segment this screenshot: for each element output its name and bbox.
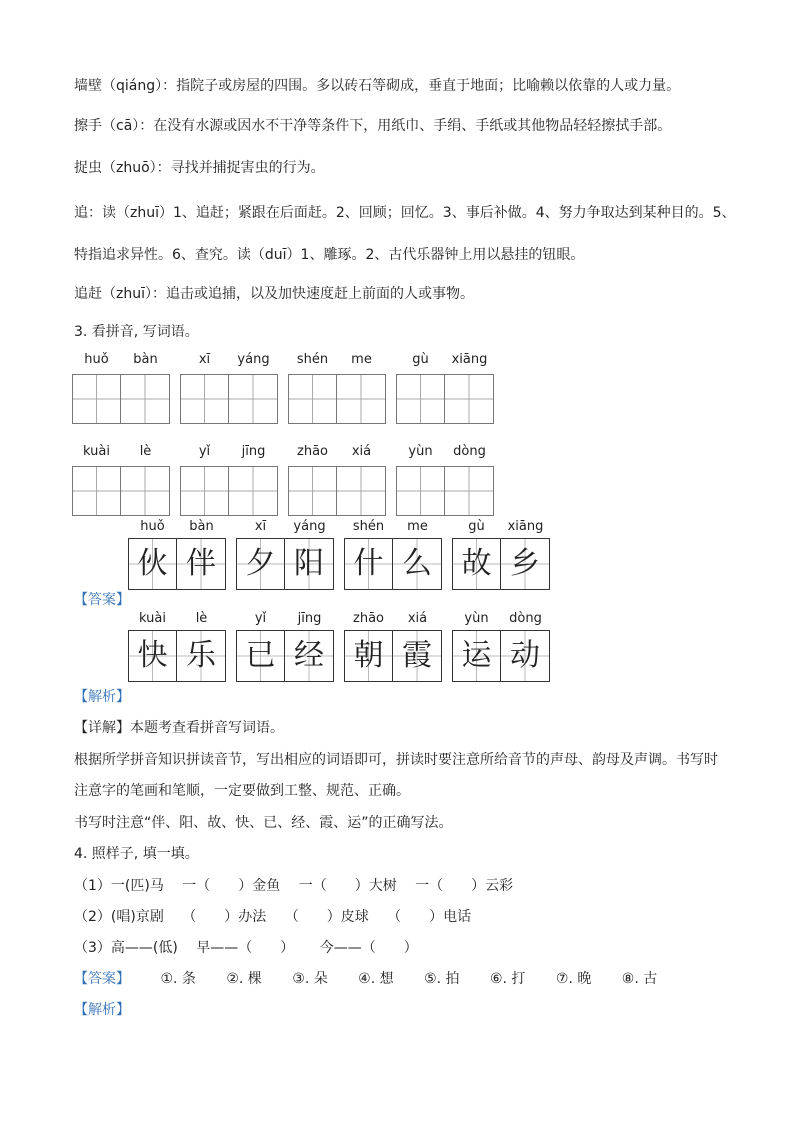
- answer-item: ⑧. 古: [621, 971, 658, 987]
- writing-cell[interactable]: [121, 466, 170, 516]
- pinyin-label: xī: [198, 352, 211, 367]
- pinyin-label: gù: [468, 519, 485, 534]
- pinyin-label: me: [351, 352, 372, 367]
- answer-character: 经: [285, 630, 334, 682]
- answer-grid-row-1: [128, 518, 558, 604]
- pinyin-label: xiāng: [507, 519, 544, 534]
- answer-label: 【答案】: [74, 971, 130, 987]
- writing-cell[interactable]: [180, 374, 229, 424]
- answer-character: 故: [452, 538, 501, 590]
- answer-character: 乐: [177, 630, 226, 682]
- question-4-title: 4. 照样子, 填一填。: [74, 846, 199, 862]
- question-3-title: 3. 看拼音, 写词语。: [74, 324, 199, 340]
- question-4-item-2: （2）(唱)京剧 （ ）办法 （ ）皮球 （ ）电话: [74, 909, 472, 925]
- word-grid: [180, 350, 278, 430]
- answer-character: 快: [128, 630, 177, 682]
- analysis-label: 【解析】: [74, 1002, 130, 1018]
- answer-character: 乡: [501, 538, 550, 590]
- pinyin-label: me: [407, 519, 428, 534]
- answer-word: [452, 518, 550, 604]
- word-grid: [396, 442, 494, 522]
- pinyin-label: jīng: [297, 611, 322, 626]
- pinyin-label: huǒ: [140, 519, 165, 534]
- answer-character: 什: [344, 538, 393, 590]
- pinyin-label: huǒ: [84, 352, 109, 367]
- analysis-label: 【解析】: [74, 689, 130, 705]
- pinyin-label: yùn: [408, 444, 433, 459]
- answer-character: 伴: [177, 538, 226, 590]
- answer-character: 动: [501, 630, 550, 682]
- writing-cell[interactable]: [288, 466, 337, 516]
- pinyin-label: kuài: [83, 444, 110, 459]
- answer-word: [236, 518, 334, 604]
- writing-cell[interactable]: [121, 374, 170, 424]
- answer-grid-row-2: [128, 610, 558, 696]
- answer-character: 伙: [128, 538, 177, 590]
- answer-character: 夕: [236, 538, 285, 590]
- definition-zhui-2: 特指追求异性。6、查究。读（duī）1、雕琢。2、古代乐器钟上用以悬挂的钮眼。: [74, 247, 585, 263]
- writing-cell[interactable]: [445, 466, 494, 516]
- writing-cell[interactable]: [337, 374, 386, 424]
- answer-item: ③. 朵: [292, 971, 328, 987]
- pinyin-grid-row-1: [72, 350, 502, 430]
- pinyin-label: yùn: [464, 611, 489, 626]
- definition-cashou: 擦手（cā）：在没有水源或因水不干净等条件下，用纸巾、手绢、手纸或其他物品轻轻擦拭手部。: [74, 118, 672, 134]
- pinyin-label: zhāo: [353, 611, 384, 626]
- answer-item: ⑥. 打: [489, 971, 526, 987]
- writing-cell[interactable]: [229, 374, 278, 424]
- definition-zhuigan: 追赶（zhuī）：追击或追捕，以及加快速度赶上前面的人或事物。: [74, 286, 474, 302]
- pinyin-label: dòng: [509, 611, 542, 626]
- pinyin-label: xiāng: [451, 352, 488, 367]
- definition-zhuochong: 捉虫（zhuō）：寻找并捕捉害虫的行为。: [74, 160, 325, 176]
- answer-character: 霞: [393, 630, 442, 682]
- writing-cell[interactable]: [180, 466, 229, 516]
- pinyin-label: yǐ: [254, 611, 267, 626]
- pinyin-label: xiá: [351, 444, 372, 459]
- answer-character: 么: [393, 538, 442, 590]
- answer-word: [452, 610, 550, 696]
- answer-item: ①. 条: [160, 971, 196, 987]
- explanation-line-1: 根据所学拼音知识拼读音节，写出相应的词语即可，拼读时要注意所给音节的声母、韵母及声调。书写时: [74, 752, 718, 768]
- answer-character: 已: [236, 630, 285, 682]
- pinyin-label: xī: [254, 519, 267, 534]
- pinyin-label: lè: [195, 611, 208, 626]
- pinyin-label: bàn: [189, 519, 214, 534]
- pinyin-label: bàn: [133, 352, 158, 367]
- answer-item: ②. 棵: [226, 971, 262, 987]
- answer-item: ⑤. 拍: [424, 971, 460, 987]
- writing-cell[interactable]: [288, 374, 337, 424]
- pinyin-label: yáng: [293, 519, 326, 534]
- answer-word: [236, 610, 334, 696]
- pinyin-label: lè: [139, 444, 152, 459]
- detail-text: 【详解】本题考查看拼音写词语。: [74, 720, 284, 736]
- definition-qiangbi: 墙壁（qiáng）：指院子或房屋的四围。多以砖石等砌成，垂直于地面；比喻赖以依靠的人或力量。: [74, 78, 681, 94]
- pinyin-label: shén: [296, 352, 329, 367]
- word-grid: [396, 350, 494, 430]
- word-grid: [180, 442, 278, 522]
- answer-word: [128, 518, 226, 604]
- writing-cell[interactable]: [445, 374, 494, 424]
- explanation-line-2: 注意字的笔画和笔顺，一定要做到工整、规范、正确。: [74, 783, 410, 799]
- pinyin-label: shén: [352, 519, 385, 534]
- answer-word: [344, 610, 442, 696]
- question-4-item-3: （3）高——(低) 早——（ ） 今——（ ）: [74, 940, 418, 956]
- answer-character: 运: [452, 630, 501, 682]
- pinyin-grid-row-2: [72, 442, 502, 522]
- word-grid: [72, 350, 170, 430]
- pinyin-label: kuài: [139, 611, 166, 626]
- answer-word: [344, 518, 442, 604]
- word-grid: [288, 350, 386, 430]
- answer-character: 阳: [285, 538, 334, 590]
- answer-item: ④. 想: [358, 971, 394, 987]
- word-grid: [288, 442, 386, 522]
- explanation-line-3: 书写时注意“伴、阳、故、快、已、经、霞、运”的正确写法。: [74, 815, 453, 831]
- answer-word: [128, 610, 226, 696]
- question-4-item-1: （1）一(匹)马 一（ ）金鱼 一（ ）大树 一（ ）云彩: [74, 878, 514, 894]
- writing-cell[interactable]: [72, 466, 121, 516]
- pinyin-label: gù: [412, 352, 429, 367]
- pinyin-label: yáng: [237, 352, 270, 367]
- writing-cell[interactable]: [396, 374, 445, 424]
- writing-cell[interactable]: [72, 374, 121, 424]
- pinyin-label: yǐ: [198, 444, 211, 459]
- answer-label: 【答案】: [74, 592, 130, 608]
- pinyin-label: dòng: [453, 444, 486, 459]
- writing-cell[interactable]: [229, 466, 278, 516]
- answer-item: ⑦. 晚: [555, 971, 592, 987]
- word-grid: [72, 442, 170, 522]
- answer-line: [74, 969, 683, 989]
- writing-cell[interactable]: [396, 466, 445, 516]
- writing-cell[interactable]: [337, 466, 386, 516]
- definition-zhui-1: 追：读（zhuī）1、追赶；紧跟在后面赶。2、回顾；回忆。3、事后补做。4、努力争取达到某种目的。5、: [74, 205, 736, 221]
- pinyin-label: xiá: [407, 611, 428, 626]
- pinyin-label: zhāo: [297, 444, 328, 459]
- answer-character: 朝: [344, 630, 393, 682]
- pinyin-label: jīng: [241, 444, 266, 459]
